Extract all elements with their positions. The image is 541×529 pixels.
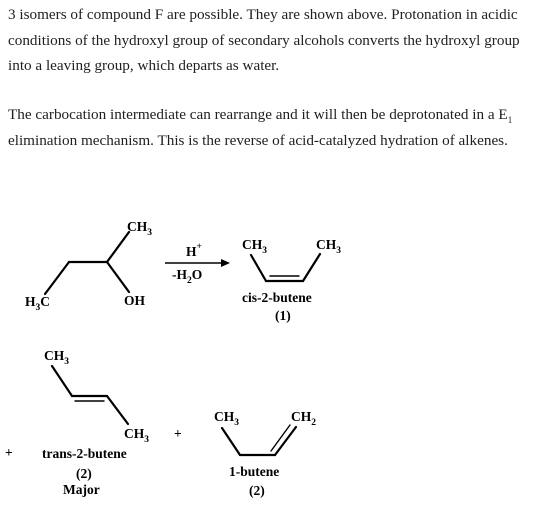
reactant-h3c-label: $H_3C$ — [25, 294, 51, 313]
cis-name-label: cis-2-butene — [242, 290, 312, 305]
paragraph-2-start: The carbocation intermediate can rearrange and it will then be deprotonated in a E — [8, 106, 508, 123]
cis-ch3-left-label: $CH_3$ — [242, 237, 267, 256]
product-cis-2-butene — [242, 237, 341, 323]
reaction-arrow — [165, 242, 230, 286]
trans-number-label: (2) — [76, 466, 92, 481]
e1-subscript: 1 — [507, 115, 513, 126]
trans-bond-right — [107, 396, 128, 424]
reactant-ch3-label: $CH_3$ — [127, 219, 152, 238]
cis-number-label: (1) — [275, 308, 291, 323]
arrow-head — [221, 259, 230, 267]
paragraph-2-end: elimination mechanism. This is the reverse of acid-catalyzed hydration of alkenes. — [8, 131, 508, 149]
trans-ch3-top-label: $CH_3$ — [44, 348, 69, 367]
reactant-bond-4 — [107, 262, 129, 292]
reactant-bond-1 — [45, 262, 69, 294]
trans-ch3-bottom-label: $CH_3$ — [124, 426, 149, 445]
butene-ch2-label: $CH_2$ — [291, 409, 316, 428]
reactant-structure — [25, 219, 152, 313]
butene-number-label: (2) — [249, 483, 265, 498]
plus-left-sign: + — [5, 445, 13, 460]
reactant-oh-label: OH — [124, 293, 146, 308]
arrow-water-label: $-H_2O$ — [172, 267, 203, 286]
butene-name-label: 1-butene — [229, 464, 280, 479]
trans-major-label: Major — [63, 482, 100, 497]
cis-bond-left — [251, 255, 266, 281]
butene-ch3-label: $CH_3$ — [214, 409, 239, 428]
product-1-butene — [214, 409, 316, 498]
plus-right-sign: + — [174, 426, 182, 441]
butene-bond-left — [222, 428, 240, 455]
cis-ch3-right-label: $CH_3$ — [316, 237, 341, 256]
cis-bond-right — [303, 254, 320, 281]
reactant-bond-3 — [107, 232, 129, 262]
explanation-paragraph-1: 3 isomers of compound F are possible. They are shown above. Protonation in acidic conditions of the hydroxyl group of secondary alcohols converts the hydroxyl group into a leaving group, which departs as water. — [8, 6, 520, 74]
trans-bond-left — [52, 366, 72, 396]
trans-name-label: trans-2-butene — [42, 446, 127, 461]
arrow-proton-label: H+ — [186, 242, 202, 259]
product-trans-2-butene — [5, 348, 182, 497]
